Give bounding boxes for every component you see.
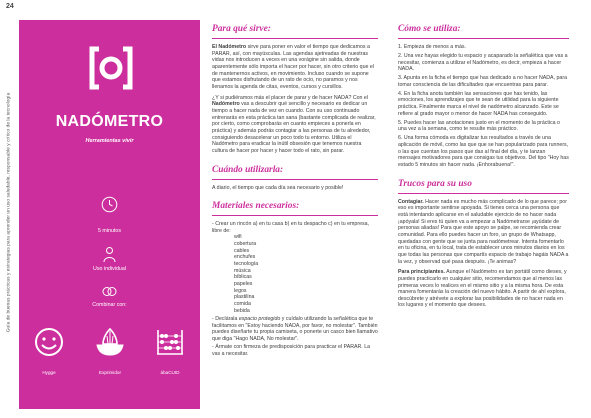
section-heading-cuando: Cuándo utilizarla: (212, 164, 284, 175)
paragraph: El Nadómetro sirve para poner en valor el tiempo que dedicamos a PARAR, así, con mayúsculas. Las agendas ajetreadas de nuestras vidas nos introducen a veces en una vorágine sin salida, donde aparentemente sólo importa el hacer por hacer, sin otro criterio que el de mantenernos activos, en movimiento. Incluso cuando se supone que estamos disfrutando de un rato de ocio, no paramos y nos llenamos la agenda de citas, eventos, cursos y cursillos. (212, 44, 374, 90)
list-item: música (234, 267, 251, 274)
person-icon (101, 246, 118, 263)
section-heading-materiales: Materiales necesarios: (212, 201, 300, 212)
mode-label: Uso individual (93, 266, 126, 272)
paragraph: Para principiantes. Aunque el Nadómetro es tan portátil como dieses, y puedes practicarlo en cualquier sitio, recomendamos que al menos las primeras veces lo realices en el mismo sitio y a la misma hora. De esta manera fomentarás la creación del nuevo hábito. A partir de ahí explora, descúbrete y atrévete a explorar las posibilidades de no hacer nada en los lugares y el momento que desees. (398, 269, 567, 309)
list-item: cables (234, 247, 250, 254)
tool-subtitle: Herramientas vivir (85, 138, 134, 144)
page-number: 24 (6, 3, 14, 10)
divider (212, 179, 378, 180)
tool-title: NADÓMETRO (55, 113, 164, 130)
paragraph: A diario, el tiempo que cada día sea necesario y posible! (212, 184, 344, 191)
sub-list (234, 234, 378, 314)
section-heading-para-que: Para qué sirve: (212, 24, 271, 34)
paragraph: ¿Y si pudiéramos más el placer de parar y de hacer NADA? Con el Nadómetro vas a descubrir qué sencillo y necesario es dedicar un tiempo a hacer nada de vez en cuando. Con su uso continuado entrenarás en esta práctica tan sana (bastante complicada de realizar, por cierto, como comprobarás en cuanto empieces a ponerla en práctica) y además podrás contagiar a las personas de tu alrededor, consiguiendo desacelerar un poco todo tu entorno. Utiliza el Nadómetro para eradicar la inútil obsesión que tenemos nuestra cultura de hacer por hacer y hacer todo el rato, sin parar. (212, 94, 376, 154)
list-item: tecnología (234, 261, 259, 268)
list-item: 6. Una forma cómoda es digitalizar tus resultados a través de una aplicación de móvil, como las que que se han popularizado para runners, o las que cuentan los pasos que das al final del día, y te lanzan mensajes motivadores para que consigas tus objetivos. Del tipo "Hoy has estado 5 minutos sin hacer nada. ¡Enhorabuena!". (398, 135, 569, 168)
time-label: 5 minutos (98, 228, 121, 234)
list-item: - Declárala espacio protegido y cuídalo utilizando la señalética que te facilitamos en "Estoy haciendo NADA, por favor, no molestar". También puedes diseñarte tu propia camiseta, o ponerte un casco bien llamativo que diga "Hago NADA, No molestar". (212, 315, 378, 342)
section-heading-como: Cómo se utiliza: (398, 24, 461, 34)
divider (212, 215, 378, 216)
combine-item-label: ábaCUID (160, 370, 180, 375)
list-item: comida (234, 301, 251, 308)
list-item: 2. Una vez hayas elegido tu espacio y acaparado la señalética que vas a necesitar, comienza a utilizar el Nadómetro, es decir, empieza a hacer NADA. (398, 52, 568, 73)
middle-column (212, 24, 378, 359)
list-item: - Crear un rincón a) en tu casa b) en tu despacho c) en tu empresa, libre de: wifi cobertura cables enchufes tecnología música bíblicas papeles legos plastilina comida bebida (212, 221, 378, 314)
list-item: cobertura (234, 241, 257, 248)
section-heading-trucos: Trucos para su uso (398, 178, 472, 189)
list-item: 3. Apunta en la ficha el tiempo que has dedicado a no hacer NADA, para tomar consciencia de las dificultades que encuentras para parar. (398, 75, 567, 88)
list-item: papeles (234, 281, 253, 288)
materials-list (212, 221, 378, 357)
combine-item-label: Exprimidor (99, 370, 121, 375)
list-item: 1. Empieza de menos a más. (398, 44, 466, 50)
list-item: bíblicas (234, 274, 252, 281)
list-item: 5. Puedes hacer las anotaciones justo en el momento de la práctica o una vez a la semana, como te resulte más práctico. (398, 119, 560, 133)
spine-caption: Guía de buenas prácticas y estrategias para aprender un uso saludable, responsable y crítico de la tecnología (6, 92, 12, 332)
clock-icon (101, 196, 118, 213)
paragraph: Contagiar. Hacer nada es mucho más complicado de lo que parece; por eso es importante sentirse apoyada. Si tienes cerca una persona que está intentando aplicarse en el saludable ejercicio de no hacer nada ¡apóyala! Si eres tú quien va a empezar a Nadómetrarse ¡ayúdate de personas aliadas! Para que este apoyo se palpe, se recomienda crear comunidad. Para ello puedes hacer un foro, un grupo de Whatsapp, quedadas con gente que se junta para nadómetrear. Intenta fomentarlo en tu oficina, en tu local, trata de establecer unos minutos diarios en los que todas las personas que compartís espacio de trabajo hagáis NADA a la vez, y observad qué pasa después. ¡Te animas? (398, 198, 569, 265)
tool-card-panel (19, 20, 200, 409)
list-item: wifi (234, 234, 242, 241)
combine-label: Combinar con: (92, 302, 127, 308)
list-item: 4. En la ficha anota también las sensaciones que has tenido, las emociones, los aprendizajes que te sean de utilidad para la siguiente práctica. Finalmente marca el nivel de nadómetro alcanzado. Este se refiere al grado mayor o menor de hacer NADA has conseguido. (398, 90, 559, 117)
combine-item-label: Hygge (42, 370, 56, 375)
divider (212, 38, 378, 39)
divider (398, 38, 569, 39)
abacus-icon (154, 326, 186, 358)
divider (398, 193, 569, 194)
list-item: plastilina (234, 294, 255, 301)
list-item: bebida (234, 307, 250, 314)
bracketed-circle-logo-icon (89, 46, 133, 90)
list-item: enchufes (234, 254, 256, 261)
steps-list (398, 44, 569, 169)
link-icon (101, 283, 118, 300)
right-column (398, 24, 569, 313)
list-item: - Ármate con firmeza de predisposición para practicar el PARAR. La vas a necesitar. (212, 343, 371, 357)
juicer-icon (94, 326, 126, 358)
list-item: legos (234, 287, 247, 294)
smiley-face-icon (33, 326, 65, 358)
